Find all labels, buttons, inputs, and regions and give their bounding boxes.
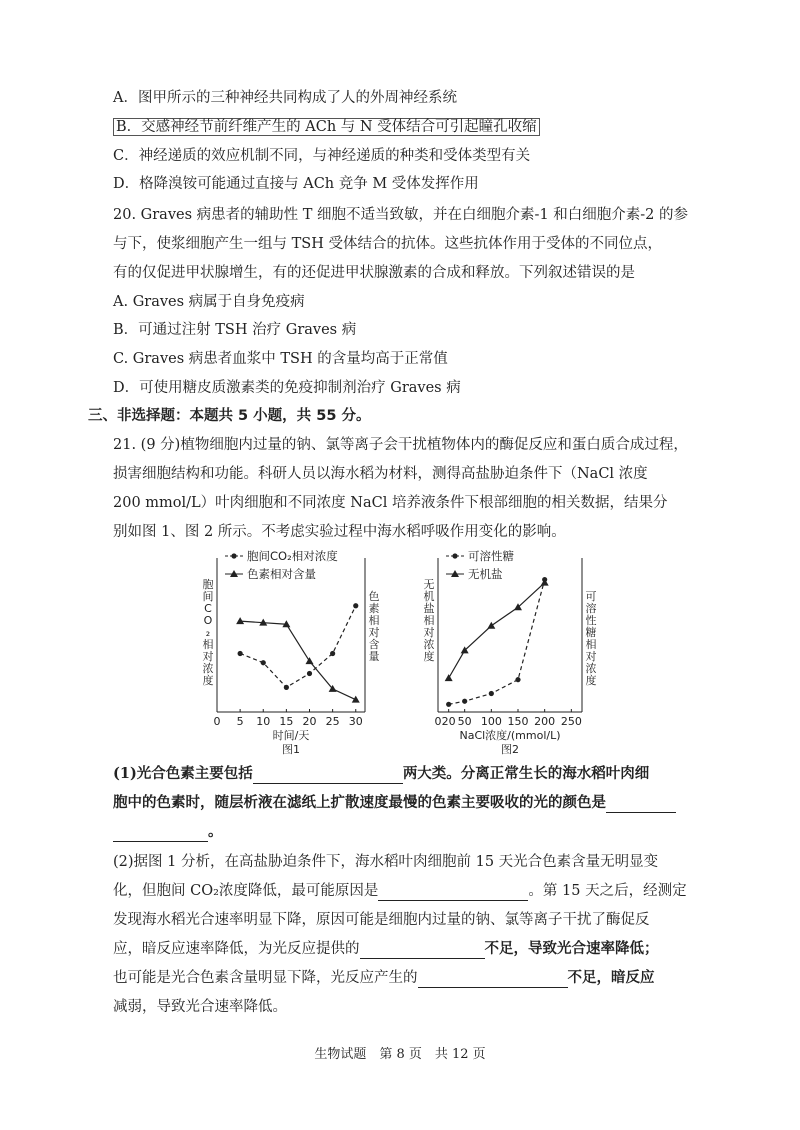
x-tick-label: 15 [279, 715, 294, 728]
x-axis-label: NaCl浓度/(mmol/L) [459, 729, 561, 742]
q21-part1-lead: (1)光合色素主要包括 [113, 765, 253, 782]
data-point [489, 691, 494, 696]
y-axis-label-right-char: 对 [585, 650, 597, 663]
q21-part2-line5-lead: 也可能是光合色素含量明显下降，光反应产生的 [113, 970, 418, 986]
series-line [240, 606, 356, 688]
q21-part2-line4-tail: 不足，导致光合速率降低； [484, 940, 659, 957]
x-tick-label: 20 [302, 715, 317, 728]
y-axis-label-left-char: 盐 [423, 602, 435, 615]
q20-option-d: D．可使用糖皮质激素类的免疫抑制剂治疗 Graves 病 [113, 380, 461, 396]
q21-part2-line6: 减弱，导致光合速率降低。 [113, 999, 287, 1015]
y-axis-label-right-char: 色 [368, 590, 380, 603]
legend-label: 无机盐 [468, 567, 503, 581]
figure-caption: 图2 [501, 743, 519, 756]
x-tick-label: 100 [480, 715, 502, 728]
q19-option-c: C．神经递质的效应机制不同，与神经递质的种类和受体类型有关 [113, 148, 531, 164]
y-axis-label-left-char: 浓 [423, 638, 435, 651]
y-axis-label-left-char: 对 [423, 626, 435, 639]
data-point [352, 696, 360, 703]
x-tick-label: 30 [348, 715, 363, 728]
data-point [353, 603, 358, 608]
y-axis-label-right-char: 量 [368, 650, 380, 663]
y-axis-label-right-char: 度 [585, 674, 597, 687]
x-tick-label: 150 [507, 715, 529, 728]
y-axis-label-right-char: 对 [368, 626, 380, 639]
data-point [462, 699, 467, 704]
q20-stem-line1: 20. Graves 病患者的辅助性 T 细胞不适当致敏，并在白细胞介素-1 和白细胞介素-2 的参 [113, 207, 689, 223]
y-axis-label-left-char: C [204, 602, 212, 615]
q21-part2-line1: (2)据图 1 分析，在高盐胁迫条件下，海水稻叶肉细胞前 15 天光合色素含量无明显变 [113, 854, 659, 870]
q21-stem-line2: 损害细胞结构和功能。科研人员以海水稻为材料，测得高盐胁迫条件下（NaCl 浓度 [113, 466, 648, 482]
q21-part2-line3: 发现海水稻光合速率明显下降，原因可能是细胞内过量的钠、氯等离子干扰了酶促反 [113, 912, 650, 928]
y-axis-label-left-char: 度 [202, 674, 214, 687]
y-axis-label-right-char: 溶 [585, 602, 597, 615]
x-tick-label: 25 [325, 715, 340, 728]
y-axis-label-left-char: 相 [202, 638, 214, 651]
data-point [445, 674, 453, 681]
legend-label: 色素相对含量 [247, 567, 316, 581]
legend-label: 胞间CO₂相对浓度 [247, 549, 338, 563]
q21-part2-line4 [113, 939, 659, 959]
q21-part2-line5-tail: 不足，暗反应 [567, 969, 655, 986]
x-tick-label: 50 [457, 715, 472, 728]
q21-part1-line1 [113, 764, 649, 784]
y-axis-label-right [586, 590, 597, 687]
blank-2a[interactable] [606, 796, 676, 813]
y-axis-label-left-char: 机 [423, 590, 435, 603]
q21-part2-line4-lead: 应，暗反应速率降低，为光反应提供的 [113, 941, 360, 957]
q20-option-b: B．可通过注射 TSH 治疗 Graves 病 [113, 322, 357, 338]
y-axis-label-left-char: ₂ [205, 626, 211, 639]
q21-part2-line2 [113, 881, 687, 901]
q20-stem-line3: 有的仅促进甲状腺增生，有的还促进甲状腺激素的合成和释放。下列叙述错误的是 [113, 265, 635, 281]
data-point [541, 579, 549, 586]
q19-option-a: A．图甲所示的三种神经共同构成了人的外周神经系统 [113, 90, 457, 106]
y-axis-label-right-char: 素 [368, 602, 380, 615]
series-line [449, 580, 545, 705]
y-axis-label-right-char: 相 [368, 614, 380, 627]
y-axis-label-right-char: 可 [585, 590, 597, 603]
legend-marker [231, 553, 236, 558]
y-axis-label-left [203, 578, 214, 687]
figure-1-chart [195, 540, 400, 760]
y-axis-label-right-char: 浓 [585, 662, 597, 675]
series-line [240, 621, 356, 700]
y-axis-label-left-char: 间 [202, 590, 214, 603]
y-axis-label-right [369, 590, 380, 663]
series-line [449, 583, 545, 678]
data-point [515, 677, 520, 682]
data-point [307, 671, 312, 676]
y-axis-label-left-char: 胞 [202, 578, 214, 591]
y-axis-label-left-char: 相 [423, 614, 435, 627]
blank-1[interactable] [253, 767, 403, 784]
x-tick-label: 10 [256, 715, 271, 728]
q21-part1-line2 [113, 793, 676, 813]
figure-caption: 图1 [282, 743, 300, 756]
x-tick-label: 0 [434, 715, 442, 728]
q20-stem-line2: 与下，使浆细胞产生一组与 TSH 受体结合的抗体。这些抗体作用于受体的不同位点， [113, 236, 662, 252]
x-tick-label: 250 [560, 715, 582, 728]
blank-4[interactable] [360, 942, 485, 959]
legend-marker [452, 553, 457, 558]
q21-part2-line5 [113, 968, 655, 988]
data-point [446, 702, 451, 707]
q21-part2-line2-lead: 化，但胞间 CO₂浓度降低，最可能原因是 [113, 883, 379, 899]
y-axis-label-left-char: 对 [202, 650, 214, 663]
q19-option-b-text: B．交感神经节前纤维产生的 ACh 与 N 受体结合可引起瞳孔收缩 [113, 118, 540, 136]
x-axis-label: 时间/天 [272, 729, 310, 742]
y-axis-label-left-char: 无 [423, 578, 435, 591]
y-axis-label-left-char: O [203, 614, 213, 627]
q20-option-c: C. Graves 病患者血浆中 TSH 的含量均高于正常值 [113, 351, 448, 367]
y-axis-label-right-char: 相 [585, 638, 597, 651]
data-point [236, 617, 244, 624]
y-axis-label-right-char: 性 [585, 614, 597, 627]
page-footer: 生物试题 第 8 页 共 12 页 [314, 1047, 486, 1062]
figure-2-chart [410, 540, 610, 760]
y-axis-label-left [424, 578, 435, 663]
q21-part1-end: 。 [208, 823, 223, 840]
q19-option-b [113, 117, 540, 137]
q21-part2-line2-tail: 。第 15 天之后，经测定 [528, 883, 687, 899]
x-tick-label: 200 [534, 715, 556, 728]
blank-2b[interactable] [113, 825, 208, 842]
y-axis-label-right-char: 糖 [585, 626, 597, 639]
q21-stem-line4: 别如图 1、图 2 所示。不考虑实验过程中海水稻呼吸作用变化的影响。 [113, 524, 566, 540]
q21-part1-line3 [113, 822, 223, 842]
x-tick-label: 20 [441, 715, 456, 728]
data-point [261, 660, 266, 665]
legend-label: 可溶性糖 [468, 549, 514, 563]
q20-option-a: A. Graves 病属于自身免疫病 [113, 294, 305, 310]
data-point [306, 657, 314, 664]
q21-stem-line3: 200 mmol/L）叶肉细胞和不同浓度 NaCl 培养液条件下根部细胞的相关数据，结果分 [113, 495, 668, 511]
section-heading: 三、非选择题：本题共 5 小题，共 55 分。 [88, 408, 371, 424]
x-tick-label: 0 [213, 715, 221, 728]
data-point [330, 651, 335, 656]
blank-3[interactable] [378, 884, 528, 901]
y-axis-label-right-char: 含 [368, 638, 380, 651]
q21-stem-line1: 21. (9 分)植物细胞内过量的钠、氯等离子会干扰植物体内的酶促反应和蛋白质合成过程， [113, 437, 688, 453]
y-axis-label-left-char: 度 [423, 650, 435, 663]
q21-part1-line2-text: 胞中的色素时，随层析液在滤纸上扩散速度最慢的色素主要吸收的光的颜色是 [113, 794, 606, 811]
q21-part1-tail: 两大类。分离正常生长的海水稻叶肉细 [402, 765, 650, 782]
x-tick-label: 5 [236, 715, 244, 728]
data-point [284, 685, 289, 690]
blank-5[interactable] [418, 971, 568, 988]
q19-option-d: D．格降溴铵可能通过直接与 ACh 竞争 M 受体发挥作用 [113, 176, 479, 192]
data-point [238, 651, 243, 656]
y-axis-label-left-char: 浓 [202, 662, 214, 675]
data-point [487, 622, 495, 629]
